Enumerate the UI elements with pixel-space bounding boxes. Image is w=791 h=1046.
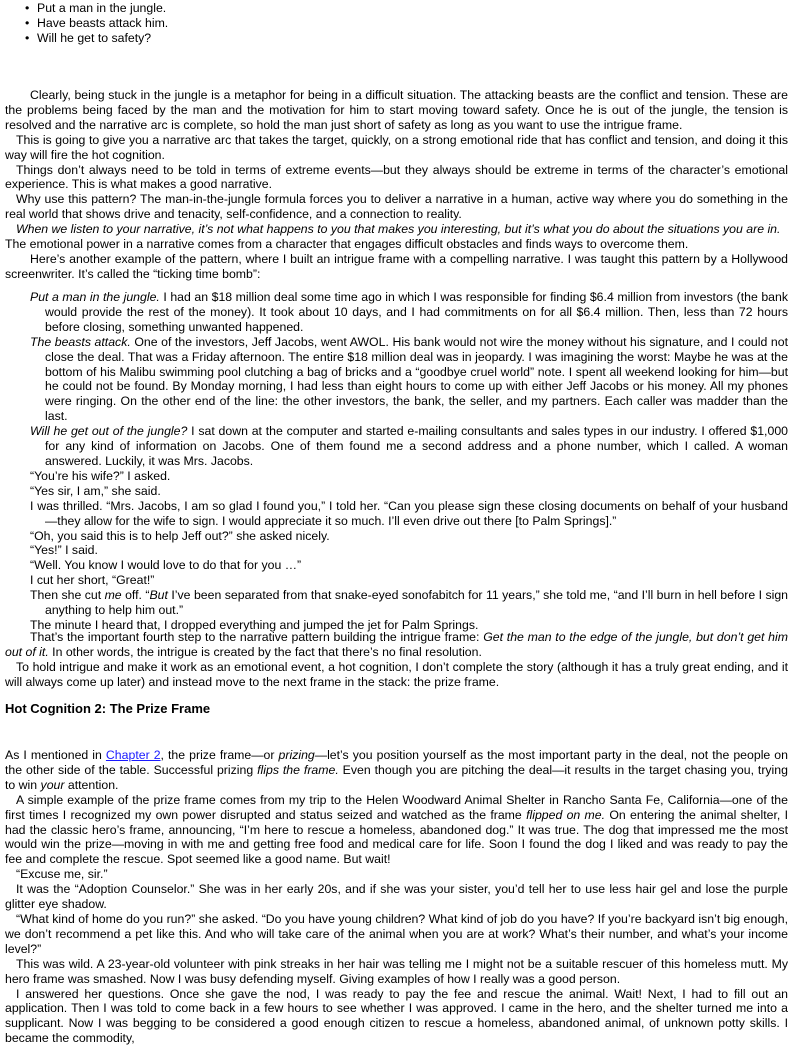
section-jungle-explanation bbox=[5, 88, 788, 282]
bullet-list bbox=[25, 1, 168, 46]
dialogue-line: “Well. You know I would love to do that for you …” bbox=[5, 558, 788, 573]
paragraph: This is going to give you a narrative arc that takes the target, quickly, on a strong emotional ride that has conflict and tension, and doing it this way will fire the hot cognition. bbox=[5, 133, 788, 163]
emphasis-text: When we listen to your narrative, it’s not what happens to you that makes you interesting, but it’s what you do about the situations you are in. bbox=[16, 222, 780, 236]
bullet-item: • Put a man in the jungle. bbox=[25, 1, 168, 16]
dialogue-line: I was thrilled. “Mrs. Jacobs, I am so glad I found you,” I told her. “Can you please sign these closing documents on behalf of your husband—they allow for the wife to sign. I would appreciate it so much. I’ll even drive out there [to Palm Springs].” bbox=[5, 499, 788, 529]
story-step-label: Will he get out of the jungle? bbox=[30, 424, 187, 438]
dialogue-line: The minute I heard that, I dropped everything and jumped the jet for Palm Springs. bbox=[5, 618, 788, 633]
paragraph: “What kind of home do you run?” she asked. “Do you have young children? What kind of job do you have? If you’re backyard isn’t big enough, we don’t recommend a pet like this. And who will take care of the animal when you are at work? What’s their number, and what’s your income level?” bbox=[5, 912, 788, 957]
paragraph: Things don’t always need to be told in terms of extreme events—but they always should be extreme in terms of the character’s emotional experience. This is what makes a good narrative. bbox=[5, 163, 788, 193]
story-step-label: The beasts attack. bbox=[30, 335, 131, 349]
dialogue-line: “Oh, you said this is to help Jeff out?” she asked nicely. bbox=[5, 529, 788, 544]
paragraph: Here’s another example of the pattern, where I built an intrigue frame with a compelling narrative. I was taught this pattern by a Hollywood screenwriter. It’s called the “ticking time bomb”: bbox=[5, 252, 788, 282]
bullet-item: • Will he get to safety? bbox=[25, 31, 168, 46]
story-paragraph: The beasts attack. One of the investors, Jeff Jacobs, went AWOL. His bank would not wire the money without his signature, and I could not close the deal. That was a Friday afternoon. The entire $18 million deal was in jeopardy. I was imagining the worst: Maybe he was at the bottom of his Malibu swimming pool clutching a bag of bricks and a “goodbye cruel world” note. I spent all weekend looking for him—but he could not be found. By Monday morning, I had less than eight hours to come up with either Jeff Jacobs or his money. All my phones were ringing. On the other end of the line: the other investors, the bank, the seller, and my partners. Each caller was madder than the last. bbox=[5, 335, 788, 424]
paragraph: To hold intrigue and make it work as an emotional event, a hot cognition, I don’t complete the story (although it has a truly great ending, and it will always come up later) and instead move to the next frame in the stack: the prize frame. bbox=[5, 660, 788, 690]
dialogue-line: “You’re his wife?” I asked. bbox=[5, 469, 788, 484]
section-fourth-step bbox=[5, 630, 788, 690]
paragraph bbox=[5, 222, 788, 237]
paragraph: A simple example of the prize frame comes from my trip to the Helen Woodward Animal Shelter in Rancho Santa Fe, California—one of the first times I recognized my own power disrupted and status seized and watched as the frame flipped on me. On entering the animal shelter, I had the classic hero’s frame, announcing, “I’m here to rescue a homeless, abandoned dog.” It was true. The dog that impressed me the most would win the prize—moving in with me and getting free food and medical care for life. Soon I found the dog I liked and was ready to pay the fee and complete the rescue. Spot seemed like a good name. But wait! bbox=[5, 793, 788, 868]
emphasis-text: Get the man to the edge of the jungle, but don’t get him out of it. bbox=[5, 630, 788, 659]
paragraph: I answered her questions. Once she gave the nod, I was ready to pay the fee and rescue the animal. Wait! Next, I had to fill out an application. Then I was told to come back in a few hours to see whether I was approved. I came in the hero, and the shelter turned me into a supplicant. Now I was begging to be considered a good enough citizen to rescue a homeless, abandoned animal, of unknown potty skills. I became the commodity, bbox=[5, 987, 788, 1046]
dialogue-line: I cut her short, “Great!” bbox=[5, 573, 788, 588]
bullet-item: • Have beasts attack him. bbox=[25, 16, 168, 31]
chapter-2-link[interactable]: Chapter 2 bbox=[106, 748, 161, 762]
dialogue-line: “Yes sir, I am,” she said. bbox=[5, 484, 788, 499]
section-heading: Hot Cognition 2: The Prize Frame bbox=[5, 702, 788, 717]
paragraph: Why use this pattern? The man-in-the-jungle formula forces you to deliver a narrative in a human, active way where you do something in the real world that shows drive and tenacity, self-confidence, and a connection to reality. bbox=[5, 192, 788, 222]
paragraph: It was the “Adoption Counselor.” She was in her early 20s, and if she was your sister, you’d tell her to use less hair gel and lose the purple glitter eye shadow. bbox=[5, 882, 788, 912]
story-paragraph: Put a man in the jungle. I had an $18 million deal some time ago in which I was responsible for finding $6.4 million from investors (the bank would provide the rest of the money). It took about 10 days, and I had commitments on for all $6.4 million. Then, less than 72 hours before closing, something unwanted happened. bbox=[5, 290, 788, 335]
paragraph: This was wild. A 23-year-old volunteer with pink streaks in her hair was telling me I might not be a suitable rescuer of this homeless mutt. My hero frame was smashed. Now I was busy defending myself. Giving examples of how I really was a good person. bbox=[5, 957, 788, 987]
paragraph: That’s the important fourth step to the narrative pattern building the intrigue frame: Get the man to the edge of the jungle, but don’t get him out of it. In other words, the intrigue is created by the fact that there’s no final resolution. bbox=[5, 630, 788, 660]
paragraph: The emotional power in a narrative comes from a character that engages difficult obstacles and finds ways to overcome them. bbox=[5, 237, 788, 252]
dialogue-line: Then she cut me off. “But I’ve been separated from that snake-eyed sonofabitch for 11 years,” she told me, “and I’ll burn in hell before I sign anything to help him out.” bbox=[5, 588, 788, 618]
dialogue-line: “Yes!” I said. bbox=[5, 543, 788, 558]
ticking-time-bomb-story bbox=[5, 290, 788, 633]
section-prize-frame bbox=[5, 748, 788, 1046]
paragraph: Clearly, being stuck in the jungle is a metaphor for being in a difficult situation. The attacking beasts are the conflict and tension. These are the problems being faced by the man and the motivation for him to start moving toward safety. Once he is out of the jungle, the tension is resolved and the narrative arc is complete, so hold the man just short of safety as long as you want to use the intrigue frame. bbox=[5, 88, 788, 133]
paragraph: “Excuse me, sir.” bbox=[5, 867, 788, 882]
story-paragraph: Will he get out of the jungle? I sat down at the computer and started e-mailing consultants and sales types in our industry. I offered $1,000 for any kind of information on Jacobs. One of them found me a second address and a phone number, which I called. A woman answered. Luckily, it was Mrs. Jacobs. bbox=[5, 424, 788, 469]
story-step-label: Put a man in the jungle. bbox=[30, 290, 160, 304]
paragraph: As I mentioned in Chapter 2, the prize frame—or prizing—let’s you position yourself as the most important party in the deal, not the people on the other side of the table. Successful prizing flips the frame. Even though you are pitching the deal—it results in the target chasing you, trying to win your attention. bbox=[5, 748, 788, 793]
